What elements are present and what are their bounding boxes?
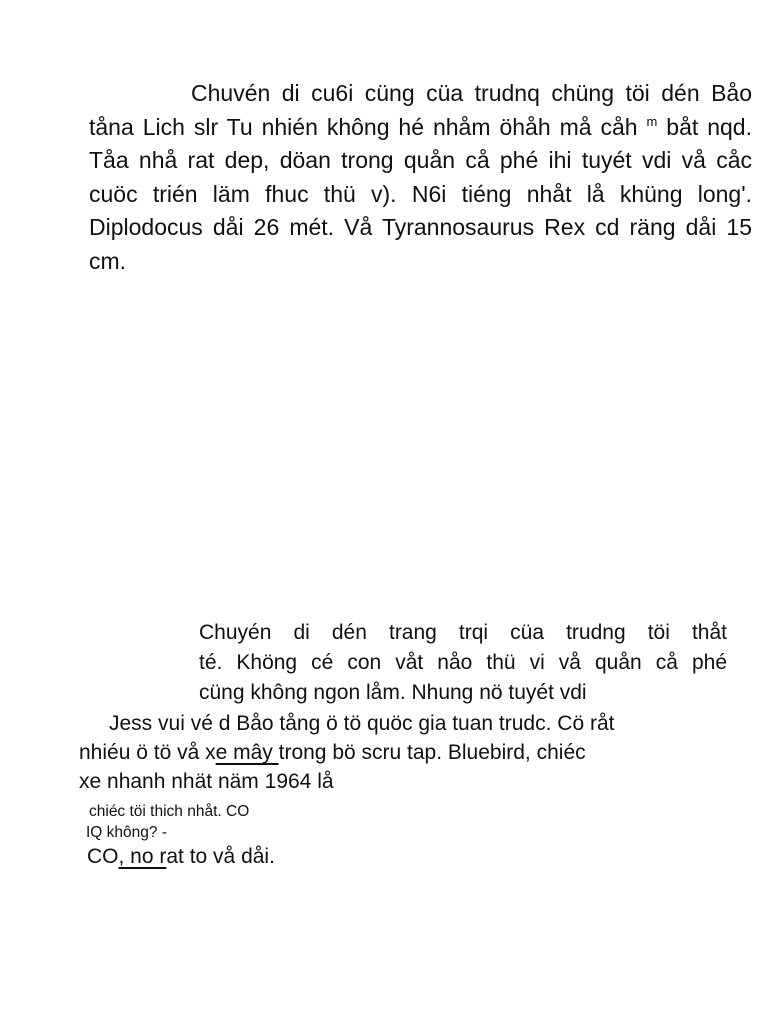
small-note-line-1: chiéc töi thich nhåt. CO: [89, 803, 250, 820]
p1-line-4: cå phé ihi tuyét vdi vå cåc cuöc trién läm fhuc thü v).: [89, 147, 752, 207]
closing-line-underlined: , no r: [118, 845, 167, 868]
p1-line-3a: må cåh: [559, 113, 638, 140]
paragraph-car-museum: [79, 709, 699, 796]
paragraph-museum-natural-history: [89, 77, 752, 278]
small-note-line-2: IQ không? -: [86, 824, 167, 841]
closing-line-b: at to vå dåi.: [166, 845, 275, 868]
p1-line-3b: båt nqd. Tåa nhå rat dep, döan trong quån: [89, 113, 752, 173]
p3-underlined-word: e mây: [215, 741, 279, 764]
p2-line-3: cüng không ngon låm. Nhung nö tuyét vdi: [199, 681, 587, 704]
p3-line-1: Jess vui vé d Båo tång ö tö quöc gia tuan trudc. Cö råt: [109, 712, 615, 735]
closing-line-a: CO: [87, 845, 119, 868]
p3-line-2b: trong bö scru tap. Bluebird, chiéc: [278, 741, 586, 764]
p1-line-5: N6i tiéng nhåt lå khüng long'. Diplodocus dåi 26 mét.: [89, 180, 753, 240]
small-note: [86, 801, 346, 843]
p2-line-1: Chuyén di dén trang trqi cüa trudng töi thåt: [199, 621, 727, 644]
p3-line-2a: nhiéu ö tö vå x: [79, 741, 216, 764]
p1-line-6: Vå Tyrannosaurus Rex cd räng dåi 15 cm.: [89, 214, 753, 274]
p1-line-2: dén Båo tåna Lich slr Tu nhién không hé nhåm öhåh: [89, 80, 752, 140]
p1-line-1: Chuvén di cu6i cüng cüa trudnq chüng töi: [191, 80, 650, 106]
paragraph-farm-trip: [199, 618, 727, 708]
p3-line-3: xe nhanh nhät näm 1964 lå: [79, 770, 334, 793]
p3-line-2: [79, 738, 699, 767]
p2-line-2: té. Khöng cé con våt nåo thü vi vå quån cå phé: [199, 651, 727, 674]
p1-superscript: m: [646, 113, 658, 129]
closing-line: [87, 842, 275, 871]
